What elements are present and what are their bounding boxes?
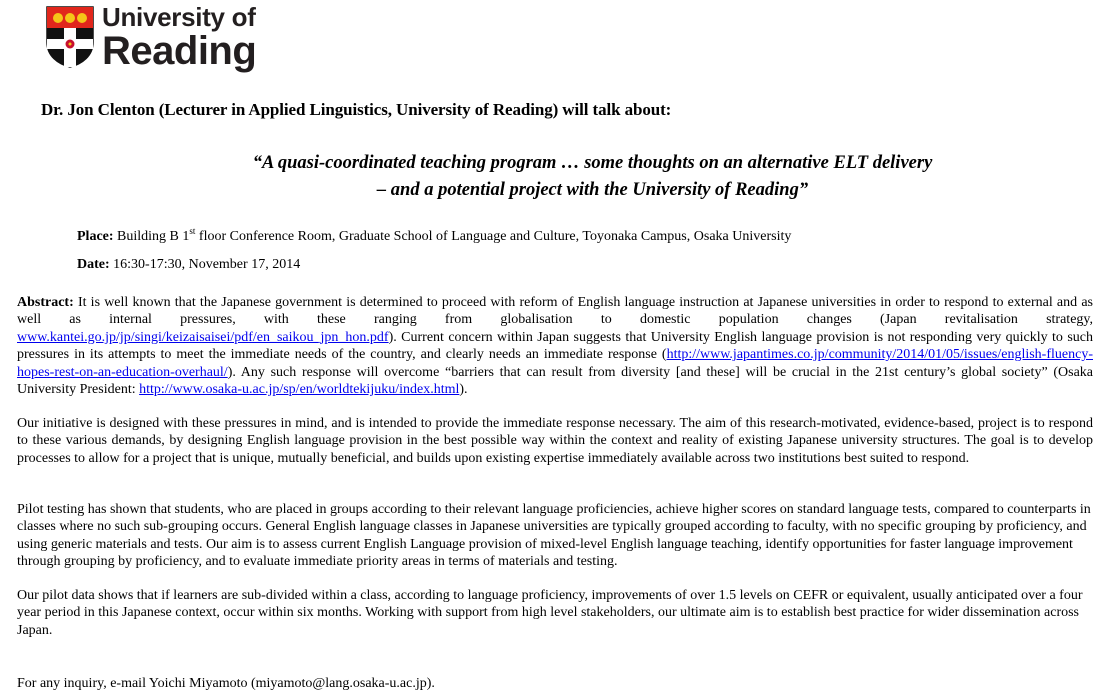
- place-label: Place:: [77, 229, 114, 244]
- event-date: [77, 257, 300, 273]
- wordmark-line2: Reading: [102, 29, 257, 73]
- date-value: 16:30-17:30, November 17, 2014: [109, 257, 301, 272]
- inquiry-contact: For any inquiry, e-mail Yoichi Miyamoto (miyamoto@lang.osaka-u.ac.jp).: [17, 676, 435, 691]
- initiative-paragraph: Our initiative is designed with these pressures in mind, and is intended to provide the immediate response necessary. The aim of this research-motivated, evidence-based, project is to respond to these various demands, by designing English language provision in the best possible way within the context and reality of existing Japanese university structures. The goal is to develop processes to allow for a project that is unique, mutually beneficial, and builds upon existing expertise immediately available across two institutions best suited to respond.: [17, 416, 1093, 466]
- pilot-testing-paragraph: Pilot testing has shown that students, who are placed in groups according to their relevant language proficiencies, achieve higher scores on standard language tests, compared to counterparts in classes where no such sub-grouping occurs. General English language classes in Japanese universities are typically grouped according to faculty, with no specific grouping by proficiency, and using generic materials and tests. Our aim is to assess current English Language provision of mixed-level English language teaching, identify opportunities for faster language improvement through grouping by proficiency, and to evaluate immediate priority areas in terms of materials and testing.: [17, 502, 1091, 570]
- abstract-text-1: It is well known that the Japanese government is determined to proceed with reform of English language instruction at Japanese universities in order to respond to external and as well as internal pressures, with these ranging from globalisation to domestic population changes (Japan revitalisation strategy,: [17, 295, 1093, 328]
- talk-title-line2: – and a potential project with the University of Reading”: [376, 180, 809, 200]
- talk-title: [0, 150, 1105, 204]
- university-crest-icon: [46, 6, 94, 68]
- place-sup: st: [189, 226, 196, 236]
- abstract-label: Abstract:: [17, 295, 74, 310]
- university-wordmark: [102, 2, 257, 73]
- place-pre: Building B 1: [113, 229, 190, 244]
- abstract-text-4: ).: [459, 382, 468, 398]
- abstract-text-2: ). Current concern within Japan suggests that University English language provision is not responding very quickly to such pressures in its attempts to meet the immediate needs of the country, and clearly needs an immediate response (: [17, 329, 1093, 363]
- place-post: floor Conference Room, Graduate School of Language and Culture, Toyonaka Campus, Osaka University: [195, 229, 792, 244]
- event-place: [77, 226, 792, 245]
- abstract-text-3: ). Any such response will overcome “barriers that can result from diversity [and these] will be crucial in the 21st century’s global society” (Osaka University President:: [17, 364, 1093, 398]
- wordmark-line1: University of: [102, 2, 256, 32]
- speaker-intro: Dr. Jon Clenton (Lecturer in Applied Linguistics, University of Reading) will talk about:: [41, 100, 672, 119]
- pilot-data-paragraph: Our pilot data shows that if learners are sub-divided within a class, according to language proficiency, improvements of over 1.5 levels on CEFR or equivalent, usually anticipated over a four year period in this Japanese context, occur within six months. Working with support from high level stakeholders, our ultimate aim is to establish best practice for wider dissemination across Japan.: [17, 588, 1083, 638]
- japantimes-link[interactable]: http://www.japantimes.co.jp/community/2014/01/05/issues/english-fluency-hopes-rest-on-an-education-overhaul/: [17, 347, 1093, 380]
- talk-title-line1: “A quasi-coordinated teaching program … some thoughts on an alternative ELT delivery: [252, 153, 933, 173]
- date-label: Date:: [77, 257, 110, 272]
- university-logo: [46, 2, 257, 73]
- kantei-link[interactable]: www.kantei.go.jp/jp/singi/keizaisaisei/pdf/en_saikou_jpn_hon.pdf: [17, 329, 389, 345]
- osaka-u-link[interactable]: http://www.osaka-u.ac.jp/sp/en/worldtekijuku/index.html: [139, 382, 460, 398]
- abstract-paragraph: [17, 294, 1093, 398]
